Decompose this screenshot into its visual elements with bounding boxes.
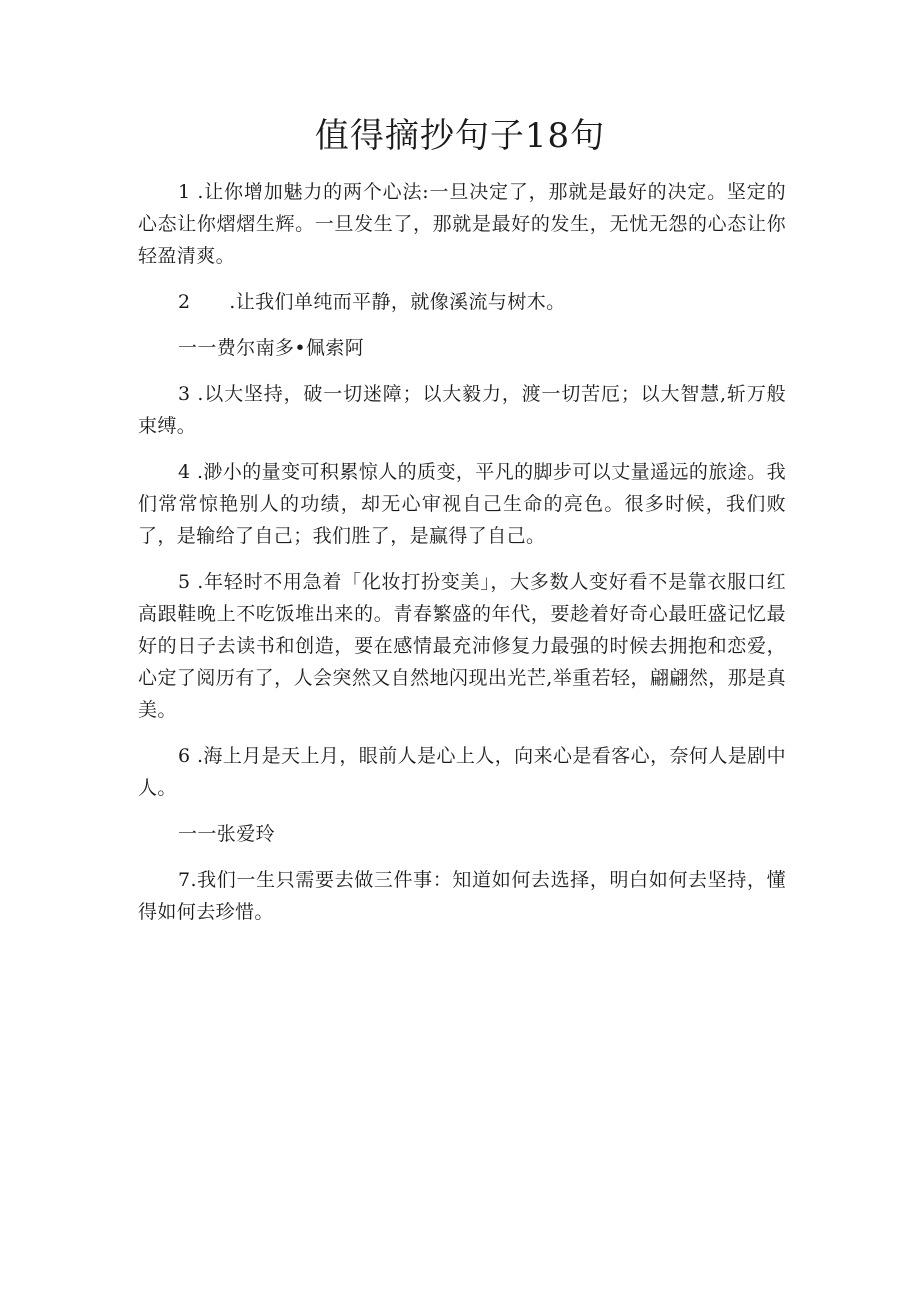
paragraph-5: 5 .年轻时不用急着「化妆打扮变美」，大多数人变好看不是靠衣服口红高跟鞋晚上不吃饭堆出来的。青春繁盛的年代，要趁着好奇心最旺盛记忆最好的日子去读书和创造，要在感情最充沛修复力最强的时候去拥抱和恋爱，心定了阅历有了，人会突然又自然地闪现出光芒,举重若轻，翩翩然，那是真美。 <box>138 571 786 721</box>
attribution-zhang-ailing: 一一张爱玲 <box>178 823 276 845</box>
attribution-pessoa: 一一费尔南多•佩索阿 <box>178 337 365 359</box>
paragraph-1: 1 .让你增加魅力的两个心法:一旦决定了，那就是最好的决定。坚定的心态让你熠熠生辉。一旦发生了，那就是最好的发生，无忧无怨的心态让你轻盈清爽。 <box>138 181 786 267</box>
paragraph-6: 6 .海上月是天上月，眼前人是心上人，向来心是看客心，奈何人是剧中人。 <box>138 745 786 799</box>
paragraph-7: 7.我们一生只需要去做三件事：知道如何去选择，明白如何去坚持，懂得如何去珍惜。 <box>138 869 786 923</box>
paragraph-3: 3 .以大坚持，破一切迷障；以大毅力，渡一切苦厄；以大智慧,斩万般束缚。 <box>138 383 786 437</box>
paragraph-2: 2 .让我们单纯而平静，就像溪流与树木。 <box>178 291 566 313</box>
page-title: 值得摘抄句子18句 <box>314 116 606 156</box>
document-body <box>138 176 786 942</box>
paragraph-4: 4 .渺小的量变可积累惊人的质变，平凡的脚步可以丈量遥远的旅途。我们常常惊艳别人的功绩，却无心审视自己生命的亮色。很多时候，我们败了，是输给了自己；我们胜了，是赢得了自己。 <box>138 461 786 547</box>
